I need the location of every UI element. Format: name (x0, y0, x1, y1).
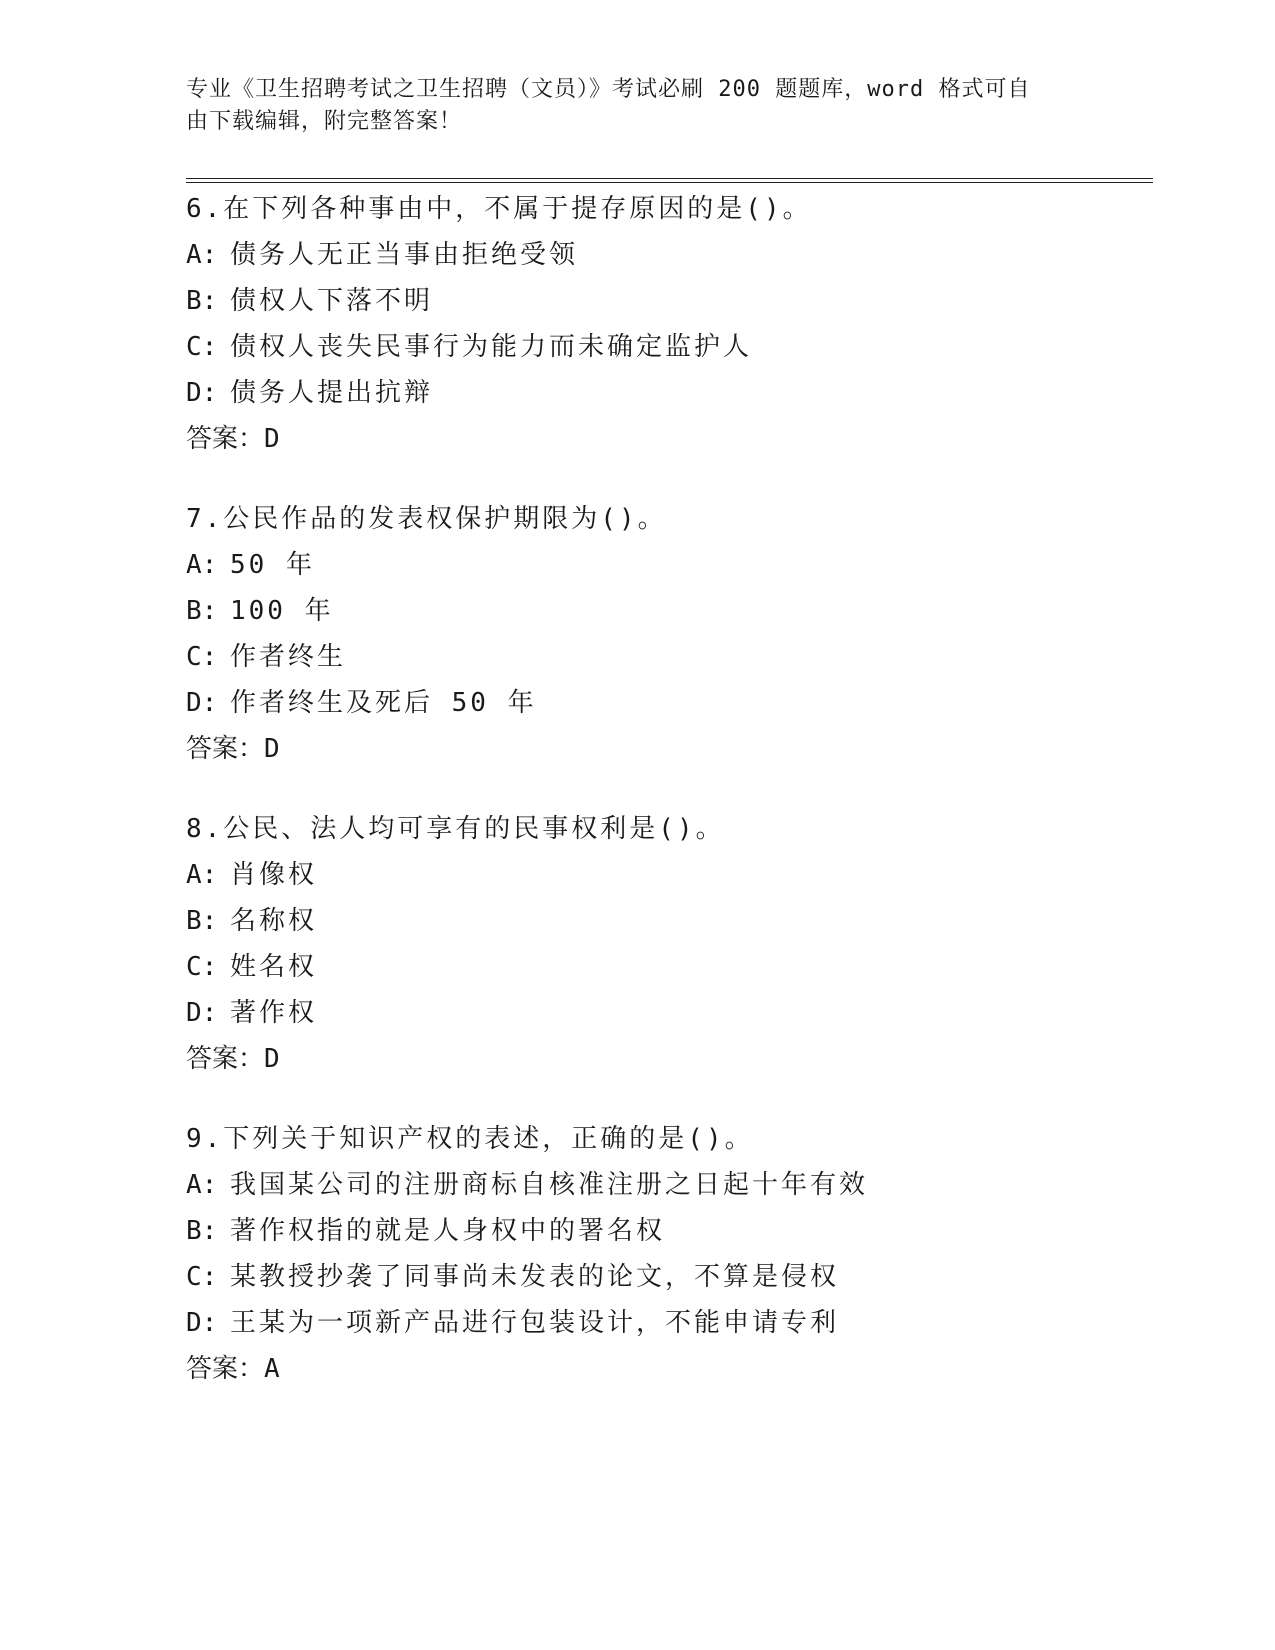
header-line-1: 专业《卫生招聘考试之卫生招聘（文员）》考试必刷 200 题题库，word 格式可自 (186, 77, 1031, 102)
question-block (186, 806, 1166, 1082)
option-b (186, 588, 1166, 634)
question-stem: 8.公民、法人均可享有的民事权利是()。 (186, 814, 725, 844)
answer-line (186, 726, 1166, 772)
header-divider-bottom (186, 182, 1153, 183)
option-text: 姓名权 (230, 952, 318, 982)
question-stem: 6.在下列各种事由中，不属于提存原因的是()。 (186, 194, 812, 224)
option-b (186, 278, 1166, 324)
option-d (186, 370, 1166, 416)
option-a (186, 852, 1166, 898)
option-text: 100 年 (230, 596, 334, 626)
answer-line (186, 416, 1166, 462)
option-text: 作者终生及死后 50 年 (230, 688, 537, 718)
option-text: 名称权 (230, 906, 318, 936)
option-letter: D: (186, 688, 218, 718)
option-letter: D: (186, 1308, 218, 1338)
answer-label: 答案： (186, 734, 265, 764)
option-letter: D: (186, 998, 218, 1028)
option-letter: B: (186, 596, 218, 626)
option-text: 债权人下落不明 (230, 286, 434, 316)
option-b (186, 898, 1166, 944)
option-text: 著作权指的就是人身权中的署名权 (230, 1216, 666, 1246)
option-text: 肖像权 (230, 860, 318, 890)
option-letter: A: (186, 1170, 218, 1200)
answer-line (186, 1036, 1166, 1082)
option-letter: C: (186, 952, 218, 982)
question-stem: 7.公民作品的发表权保护期限为()。 (186, 504, 667, 534)
answer-value: D (264, 734, 280, 764)
option-a (186, 232, 1166, 278)
option-text: 某教授抄袭了同事尚未发表的论文，不算是侵权 (230, 1262, 840, 1292)
option-letter: B: (186, 286, 218, 316)
option-a (186, 542, 1166, 588)
option-c (186, 634, 1166, 680)
option-letter: A: (186, 240, 218, 270)
question-block (186, 1116, 1166, 1392)
option-letter: C: (186, 642, 218, 672)
option-d (186, 1300, 1166, 1346)
document-header (186, 74, 1066, 138)
answer-label: 答案： (186, 1354, 265, 1384)
question-block (186, 186, 1166, 462)
option-text: 著作权 (230, 998, 318, 1028)
answer-value: D (264, 1044, 280, 1074)
question-block (186, 496, 1166, 772)
option-text: 王某为一项新产品进行包装设计，不能申请专利 (230, 1308, 840, 1338)
option-letter: C: (186, 332, 218, 362)
option-text: 债务人提出抗辩 (230, 378, 434, 408)
question-stem: 9.下列关于知识产权的表述，正确的是()。 (186, 1124, 754, 1154)
option-letter: A: (186, 860, 218, 890)
option-text: 债务人无正当事由拒绝受领 (230, 240, 579, 270)
option-a (186, 1162, 1166, 1208)
option-letter: B: (186, 1216, 218, 1246)
option-letter: C: (186, 1262, 218, 1292)
answer-value: D (264, 424, 280, 454)
option-d (186, 990, 1166, 1036)
header-divider-top (186, 178, 1153, 179)
option-letter: B: (186, 906, 218, 936)
option-c (186, 1254, 1166, 1300)
header-line-2: 由下载编辑，附完整答案！ (186, 109, 463, 134)
answer-value: A (264, 1354, 280, 1384)
option-b (186, 1208, 1166, 1254)
answer-label: 答案： (186, 424, 265, 454)
option-text: 作者终生 (230, 642, 347, 672)
option-c (186, 944, 1166, 990)
option-text: 我国某公司的注册商标自核准注册之日起十年有效 (230, 1170, 869, 1200)
option-letter: D: (186, 378, 218, 408)
option-letter: A: (186, 550, 218, 580)
option-d (186, 680, 1166, 726)
answer-label: 答案： (186, 1044, 265, 1074)
option-c (186, 324, 1166, 370)
answer-line (186, 1346, 1166, 1392)
option-text: 债权人丧失民事行为能力而未确定监护人 (230, 332, 753, 362)
option-text: 50 年 (230, 550, 315, 580)
